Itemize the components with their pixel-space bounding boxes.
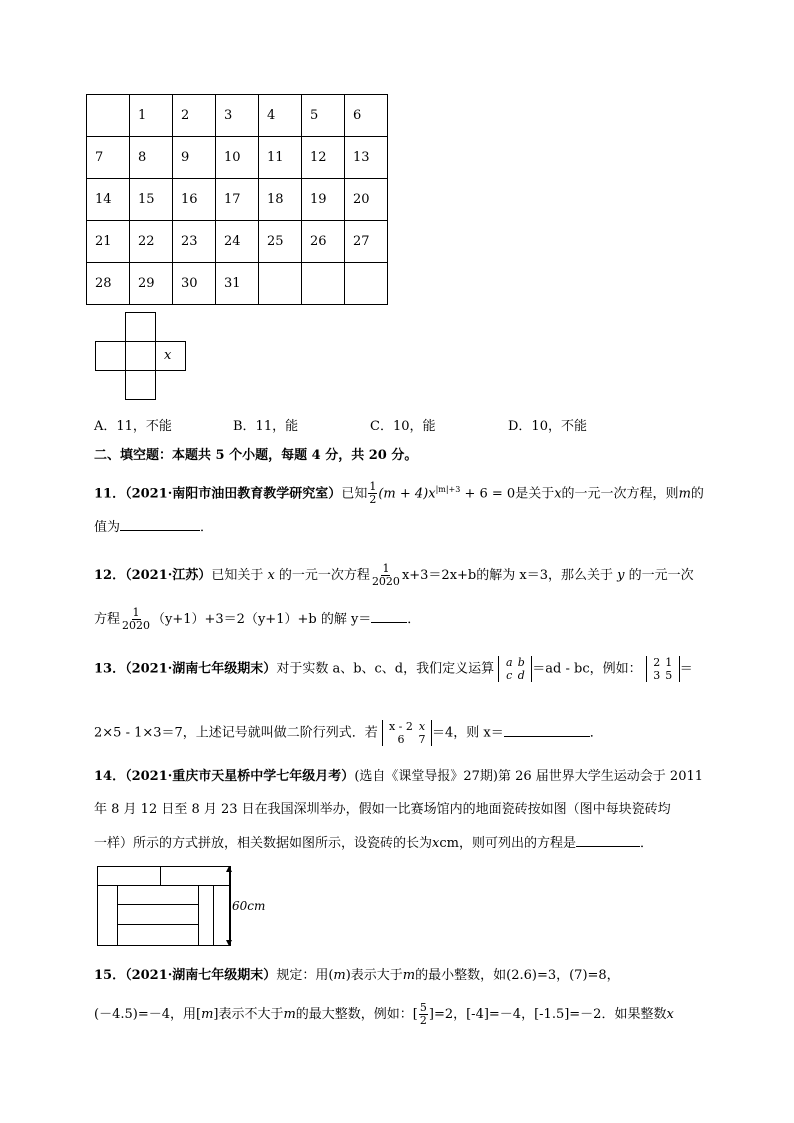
calendar-cell: 6	[345, 95, 388, 137]
answer-blank[interactable]	[504, 722, 590, 737]
calendar-cell: 17	[216, 179, 259, 221]
calendar-cell: 15	[130, 179, 173, 221]
calendar-cell: 31	[216, 263, 259, 305]
question-14-line1: 14．（2021·重庆市天星桥中学七年级月考）(选自《课堂导报》27期)第 26 届世界大学生运动会于 2011	[94, 769, 704, 784]
tile	[117, 885, 199, 905]
calendar-cell: 7	[87, 137, 130, 179]
fraction: $\frac{1}{2020}$	[122, 606, 151, 632]
fraction: $\frac{1}{2}$	[369, 480, 377, 507]
tile	[117, 924, 199, 946]
calendar-cell: 5	[302, 95, 345, 137]
calendar-cell: 22	[130, 221, 173, 263]
dimension-label: 60cm	[232, 899, 266, 913]
option-d: D．10，不能	[508, 419, 587, 434]
arrow-down-icon	[226, 940, 232, 946]
tile	[117, 904, 199, 925]
calendar-cell: 20	[345, 179, 388, 221]
answer-blank[interactable]	[120, 516, 200, 531]
question-14-line2: 年 8 月 12 日至 8 月 23 日在我国深圳举办，假如一比赛场馆内的地面瓷砖按如图（图中每块瓷砖均	[94, 802, 671, 817]
determinant: 2 1 3 5	[646, 656, 680, 682]
calendar-cell: 3	[216, 95, 259, 137]
calendar-cell: 26	[302, 221, 345, 263]
calendar-cell: 18	[259, 179, 302, 221]
calendar-cell: 30	[173, 263, 216, 305]
calendar-cell	[302, 263, 345, 305]
calendar-cell: 11	[259, 137, 302, 179]
cross-cell-bottom	[125, 370, 156, 400]
calendar-row	[87, 137, 388, 179]
dimension-line	[229, 866, 230, 946]
option-c: C．10，能	[370, 419, 436, 434]
cross-x-label: x	[164, 348, 172, 363]
question-15-line1: 15．（2021·湖南七年级期末）规定：用(m)表示大于m的最小整数，如(2.6)=3，(7)=8，	[94, 968, 620, 983]
calendar-row	[87, 221, 388, 263]
answer-blank[interactable]	[576, 832, 640, 847]
calendar-cell: 14	[87, 179, 130, 221]
question-13-line2: 2×5 - 1×3＝7，上述记号就叫做二阶行列式．若 x - 2 x 6 7 ＝4，则 x＝ ．	[94, 720, 603, 746]
calendar-row	[87, 179, 388, 221]
calendar-cell	[259, 263, 302, 305]
calendar-row	[87, 95, 388, 137]
tile	[97, 885, 118, 946]
tile	[97, 866, 161, 886]
question-11-line2: 值为 ．	[94, 516, 213, 538]
calendar-cell: 23	[173, 221, 216, 263]
calendar-cell	[87, 95, 130, 137]
answer-blank[interactable]	[371, 608, 407, 623]
calendar-table	[86, 94, 388, 305]
cross-cell-top	[125, 312, 156, 342]
calendar-cell: 16	[173, 179, 216, 221]
option-a: A．11，不能	[94, 419, 172, 434]
calendar-cell: 1	[130, 95, 173, 137]
question-12-line2: 方程 $\frac{1}{2020}$ （y+1）+3＝2（y+1）+b 的解 y＝ ．	[94, 606, 421, 632]
calendar-cell: 10	[216, 137, 259, 179]
tile	[198, 885, 214, 946]
calendar-cell: 8	[130, 137, 173, 179]
option-b: B．11，能	[233, 419, 299, 434]
question-13-line1: 13．（2021·湖南七年级期末）对于实数 a、b、c、d，我们定义运算 a b c d ＝ad - bc，例如： 2 1 3 5 ＝	[94, 656, 693, 682]
cross-cell-center	[125, 341, 156, 371]
calendar-cell: 21	[87, 221, 130, 263]
arrow-up-icon	[226, 866, 232, 872]
question-15-line2: (－4.5)=－4，用[m]表示不大于m的最大整数，例如：[ $\frac{5}{2}$ ]=2，[-4]=－4，[-1.5]=－2．如果整数x	[94, 1001, 674, 1027]
calendar-row	[87, 263, 388, 305]
calendar-cell: 28	[87, 263, 130, 305]
calendar-cell: 12	[302, 137, 345, 179]
fraction: $\frac{5}{2}$	[419, 1001, 427, 1027]
determinant: x - 2 x 6 7	[382, 720, 432, 746]
question-14-line3: 一样）所示的方式拼放，相关数据如图所示，设瓷砖的长为xcm，则可列出的方程是 ．	[94, 832, 653, 854]
calendar-cell: 13	[345, 137, 388, 179]
determinant: a b c d	[498, 656, 532, 682]
cross-cell-left	[95, 341, 126, 371]
tile	[160, 866, 231, 886]
calendar-cell: 24	[216, 221, 259, 263]
section-fill-in-title: 二、填空题：本题共 5 个小题，每题 4 分，共 20 分。	[94, 448, 418, 463]
calendar-cell	[345, 263, 388, 305]
calendar-cell: 27	[345, 221, 388, 263]
calendar-cell: 29	[130, 263, 173, 305]
calendar-cell: 2	[173, 95, 216, 137]
calendar-cell: 25	[259, 221, 302, 263]
question-11-line1: 11．（2021·南阳市油田教育教学研究室）已知 $\frac{1}{2}$ $(m + 4)x^{|m|+3} + 6 = 0$是关于x的一元一次方程，则m的	[94, 480, 704, 507]
fraction: $\frac{1}{2020}$	[371, 562, 400, 588]
calendar-cell: 4	[259, 95, 302, 137]
question-12-line1: 12．（2021·江苏）已知关于 x 的一元一次方程 $\frac{1}{2020}$ x+3＝2x+b的解为 x＝3，那么关于 y 的一元一次	[94, 562, 694, 588]
calendar-cell: 19	[302, 179, 345, 221]
calendar-cell: 9	[173, 137, 216, 179]
